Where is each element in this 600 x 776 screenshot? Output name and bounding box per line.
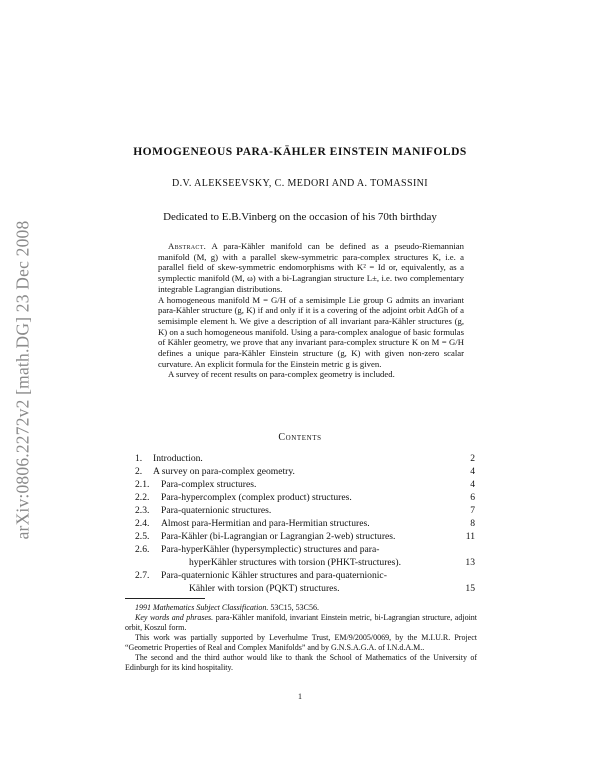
toc-title: A survey on para-complex geometry. (153, 466, 295, 477)
arxiv-stamp-text: arXiv:0806.2272v2 [math.DG] 23 Dec 2008 (12, 220, 33, 540)
abstract-paragraph-2: A homogeneous manifold M = G/H of a semisimple Lie group G admits an invariant para-Kähler structure (g, K) if and only if it is a covering of the adjoint orbit AdGh of a semisimple element h. We give a description of all invariant para-Kähler structures (g, K) on a such homogeneous manifold. Using a para-complex analogue of basic formulas of Kähler geometry, we prove that any invariant para-complex structure K on M = G/H defines a unique para-Kähler Einstein structure (g, K) with given non-zero scalar curvature. An explicit formula for the Einstein metric g is given. (158, 294, 464, 369)
toc-page: 7 (470, 505, 475, 516)
msc-codes: 53C15, 53C56. (270, 603, 319, 612)
toc-item[interactable] (135, 452, 475, 465)
footnote-support: This work was partially supported by Leverhulme Trust, EM/9/2005/0069, by the M.I.U.R. Project “Geometric Properties of Real and Complex Manifolds” and by G.N.S.A.G.A. of I.N.d.A.M.. (125, 633, 477, 652)
keywords-label: Key words and phrases. (135, 613, 214, 622)
toc-page: 4 (470, 479, 475, 490)
toc-title: Para-quaternionic structures. (161, 505, 272, 516)
abstract-paragraph-1 (158, 241, 464, 295)
abstract-paragraph-3: A survey of recent results on para-complex geometry is included. (168, 369, 395, 380)
toc-number: 2.1. (135, 479, 150, 490)
toc-title: Para-hyperKähler (hypersymplectic) structures and para- (161, 544, 380, 555)
msc-label: 1991 Mathematics Subject Classification. (135, 603, 269, 612)
footnote-keywords (125, 613, 477, 633)
toc-item[interactable] (135, 465, 475, 478)
toc-title-cont: Kähler with torsion (PQKT) structures. (189, 583, 340, 594)
paper-title: HOMOGENEOUS PARA-KÄHLER EINSTEIN MANIFOLDS (133, 146, 467, 158)
abstract-label: Abstract. (168, 241, 207, 251)
toc-title: Para-quaternionic Kähler structures and para-quaternionic- (161, 570, 387, 581)
toc-page: 13 (465, 557, 475, 568)
toc-item-continuation[interactable] (135, 582, 475, 595)
toc-number: 2.6. (135, 544, 150, 555)
toc-title: Para-complex structures. (161, 479, 257, 490)
arxiv-stamp (10, 180, 36, 580)
toc-number: 2.5. (135, 531, 150, 542)
toc-page: 6 (470, 492, 475, 503)
toc-page: 11 (465, 531, 475, 542)
toc-item[interactable] (135, 530, 475, 543)
toc-title: Almost para-Hermitian and para-Hermitian structures. (161, 518, 370, 529)
toc-page: 15 (465, 583, 475, 594)
toc-title-cont: hyperKähler structures with torsion (PHKT-structures). (189, 557, 401, 568)
abstract (158, 241, 464, 380)
contents-heading: Contents (278, 432, 322, 443)
toc-number: 2.4. (135, 518, 150, 529)
toc-item[interactable] (135, 478, 475, 491)
footnote-msc (125, 603, 477, 613)
toc-item[interactable] (135, 569, 475, 582)
dedication: Dedicated to E.B.Vinberg on the occasion of his 70th birthday (163, 211, 437, 223)
toc-title: Para-Kähler (bi-Lagrangian or Lagrangian 2-web) structures. (161, 531, 396, 542)
toc-number: 2.3. (135, 505, 150, 516)
toc-page: 8 (470, 518, 475, 529)
toc-title: Para-hypercomplex (complex product) structures. (161, 492, 352, 503)
footnote-thanks: The second and the third author would like to thank the School of Mathematics of the University of Edinburgh for its kind hospitality. (125, 653, 477, 672)
toc-number: 1. (135, 453, 143, 464)
paper-authors: D.V. ALEKSEEVSKY, C. MEDORI AND A. TOMASSINI (171, 178, 429, 189)
toc-item[interactable] (135, 491, 475, 504)
toc-title: Introduction. (153, 453, 203, 464)
toc-item-continuation[interactable] (135, 556, 475, 569)
toc-page: 2 (470, 453, 475, 464)
toc-number: 2.2. (135, 492, 150, 503)
toc-item[interactable] (135, 543, 475, 556)
toc-item[interactable] (135, 504, 475, 517)
toc-page: 4 (470, 466, 475, 477)
table-of-contents (135, 452, 475, 595)
keywords-text: para-Kähler manifold, invariant Einstein metric, bi-Lagrangian structure, adjoint orbit, Koszul form. (125, 613, 478, 632)
abstract-text-1: A para-Kähler manifold can be defined as a pseudo-Riemannian manifold (M, g) with a parallel skew-symmetric para-complex structures K, i.e. a parallel field of skew-symmetric endomorphisms with K² = Id or, equivalently, as a symplectic manifold (M, ω) with a bi-Lagrangian structure L±, i.e. two complementary integrable Lagrangian distributions. (158, 241, 464, 294)
footnote-rule (125, 598, 205, 599)
toc-number: 2.7. (135, 570, 150, 581)
footnotes (125, 603, 477, 673)
toc-number: 2. (135, 466, 143, 477)
toc-item[interactable] (135, 517, 475, 530)
page-number: 1 (298, 692, 302, 701)
